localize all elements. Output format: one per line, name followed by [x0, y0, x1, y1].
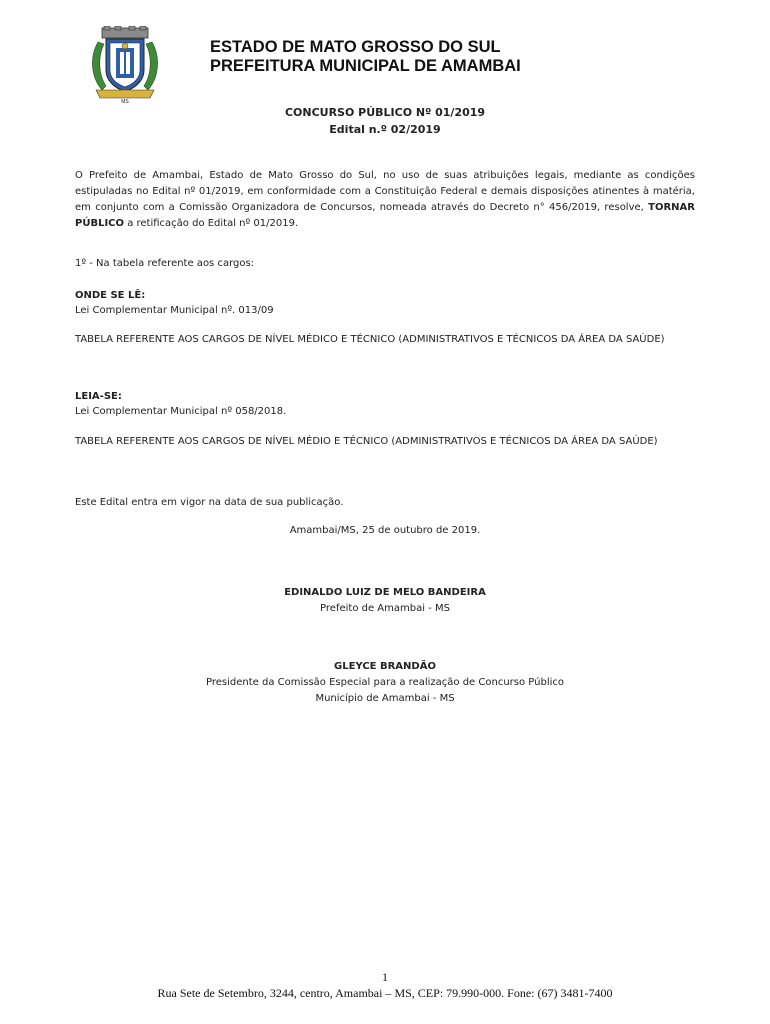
- contest-title: CONCURSO PÚBLICO Nº 01/2019: [284, 106, 486, 119]
- intro-paragraph: [75, 168, 695, 232]
- page-number: 1: [382, 970, 388, 984]
- coat-of-arms-icon: [88, 26, 162, 106]
- edital-number: Edital n.º 02/2019: [329, 123, 441, 136]
- intro-tail: a retificação do Edital nº 01/2019.: [124, 218, 299, 229]
- prefecture-name: PREFEITURA MUNICIPAL DE AMAMBAI: [210, 57, 521, 75]
- onde-se-le-law: Lei Complementar Municipal nº. 013/09: [75, 305, 274, 316]
- leia-se-table: TABELA REFERENTE AOS CARGOS DE NÍVEL MÉDIO E TÉCNICO (ADMINISTRATIVOS E TÉCNICOS DA ÁREA DA SAÚDE): [75, 436, 658, 447]
- date-place: Amambai/MS, 25 de outubro de 2019.: [289, 525, 481, 536]
- letterhead: [210, 38, 521, 76]
- footer-address: Rua Sete de Setembro, 3244, centro, Amambai – MS, CEP: 79.990-000. Fone: (67) 3481-7400: [157, 986, 613, 1000]
- intro-bold: TORNAR PÚBLICO: [75, 202, 695, 229]
- president-org: Município de Amambai - MS: [315, 693, 455, 704]
- intro-text: O Prefeito de Amambai, Estado de Mato Grosso do Sul, no uso de suas atribuições legais, mediante as condições estipuladas no Edital nº 01/2019, em conformidade com a Constituição Federal e demais disposições atinentes à matéria, em conjunto com a Comissão Organizadora de Concursos, nomeada através do Decreto n° 456/2019, resolve,: [75, 170, 695, 213]
- mayor-name: EDINALDO LUIZ DE MELO BANDEIRA: [284, 587, 486, 598]
- president-role: Presidente da Comissão Especial para a realização de Concurso Público: [206, 677, 564, 688]
- crest-text: MS: [121, 99, 129, 105]
- vigor-statement: Este Edital entra em vigor na data de sua publicação.: [75, 497, 344, 508]
- leia-se-law: Lei Complementar Municipal nº 058/2018.: [75, 406, 287, 417]
- document-title: [0, 104, 770, 138]
- signature-block-mayor: [0, 585, 770, 617]
- state-name: ESTADO DE MATO GROSSO DO SUL: [210, 38, 501, 56]
- mayor-role: Prefeito de Amambai - MS: [320, 603, 450, 614]
- leia-se-label: LEIA-SE:: [75, 391, 122, 402]
- onde-se-le-label: ONDE SE LÊ:: [75, 290, 146, 301]
- signature-block-president: [0, 659, 770, 707]
- president-name: GLEYCE BRANDÃO: [334, 661, 436, 672]
- item-1: 1º - Na tabela referente aos cargos:: [75, 258, 255, 269]
- onde-se-le-table: TABELA REFERENTE AOS CARGOS DE NÍVEL MÉDICO E TÉCNICO (ADMINISTRATIVOS E TÉCNICOS DA ÁREA DA SAÚDE): [75, 334, 665, 345]
